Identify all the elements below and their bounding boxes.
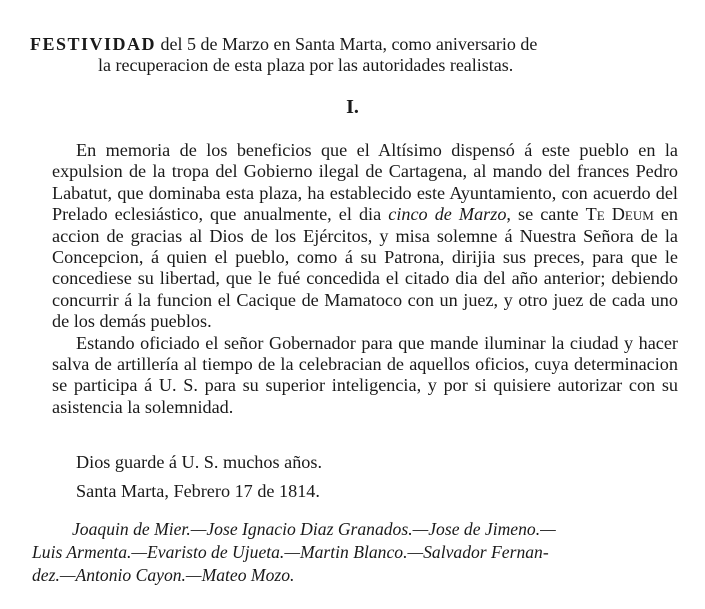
signatures — [32, 518, 682, 587]
signature-line-3: dez.—Antonio Cayon.—Mateo Mozo. — [32, 565, 295, 585]
closing-greeting: Dios guarde á U. S. muchos años. — [76, 452, 323, 472]
paragraph-1 — [52, 140, 678, 333]
signature-line-2: Luis Armenta.—Evaristo de Ujueta.—Martin Blanco.—Salvador Fernan- — [32, 542, 549, 562]
signature-line-1: Joaquin de Mier.—Jose Ignacio Diaz Granados.—Jose de Jimeno.— — [72, 519, 556, 539]
closing-place-date: Santa Marta, Febrero 17 de 1814. — [76, 481, 320, 501]
document-title — [30, 34, 680, 76]
paragraph-1-italic: cinco de Marzo — [388, 204, 507, 225]
closing-greeting-block — [52, 452, 652, 473]
title-line1: del 5 de Marzo en Santa Marta, como aniversario de — [156, 34, 538, 54]
title-caps: FESTIVIDAD — [30, 34, 157, 54]
section-number: I. — [346, 96, 359, 118]
paragraph-2: Estando oficiado el señor Gobernador para que mande iluminar la ciudad y hacer salva de artillería al tiempo de la celebracian de aquellos oficios, cuya determinacion se participa á U. S. para su superior inteligencia, y por si quisiere autorizar con su asistencia la solemnidad. — [52, 332, 678, 417]
title-line2: la recuperacion de esta plaza por las autoridades realistas. — [98, 55, 514, 75]
closing-date-block — [52, 481, 652, 502]
paragraph-1-part1: En memoria de los beneficios que el Altísimo dispensó á este pueblo en la expulsion de la tropa del Gobierno ilegal de Cartagena, al mando del frances Pedro Labatut, que dominaba esta plaza, ha establecido este Ayuntamiento, con acuerdo del Prelado eclesiástico, que anualmente, el dia — [52, 140, 678, 225]
paragraph-1-part3: en accion de gracias al Dios de los Ejércitos, y misa solemne á Nuestra Señora de la Concepcion, á quien el pueblo, como á su Patrona, dirijia sus preces, para que le concediese su libertad, que le fué concedida el citado dia del año anterior; debiendo concurrir á la funcion el Cacique de Mamatoco con un juez, y otro juez de cada uno de los demás pueblos. — [52, 204, 679, 332]
body-text — [52, 140, 678, 418]
te-deum: Te Deum — [585, 204, 654, 225]
paragraph-1-part2: , se cante — [506, 204, 586, 225]
